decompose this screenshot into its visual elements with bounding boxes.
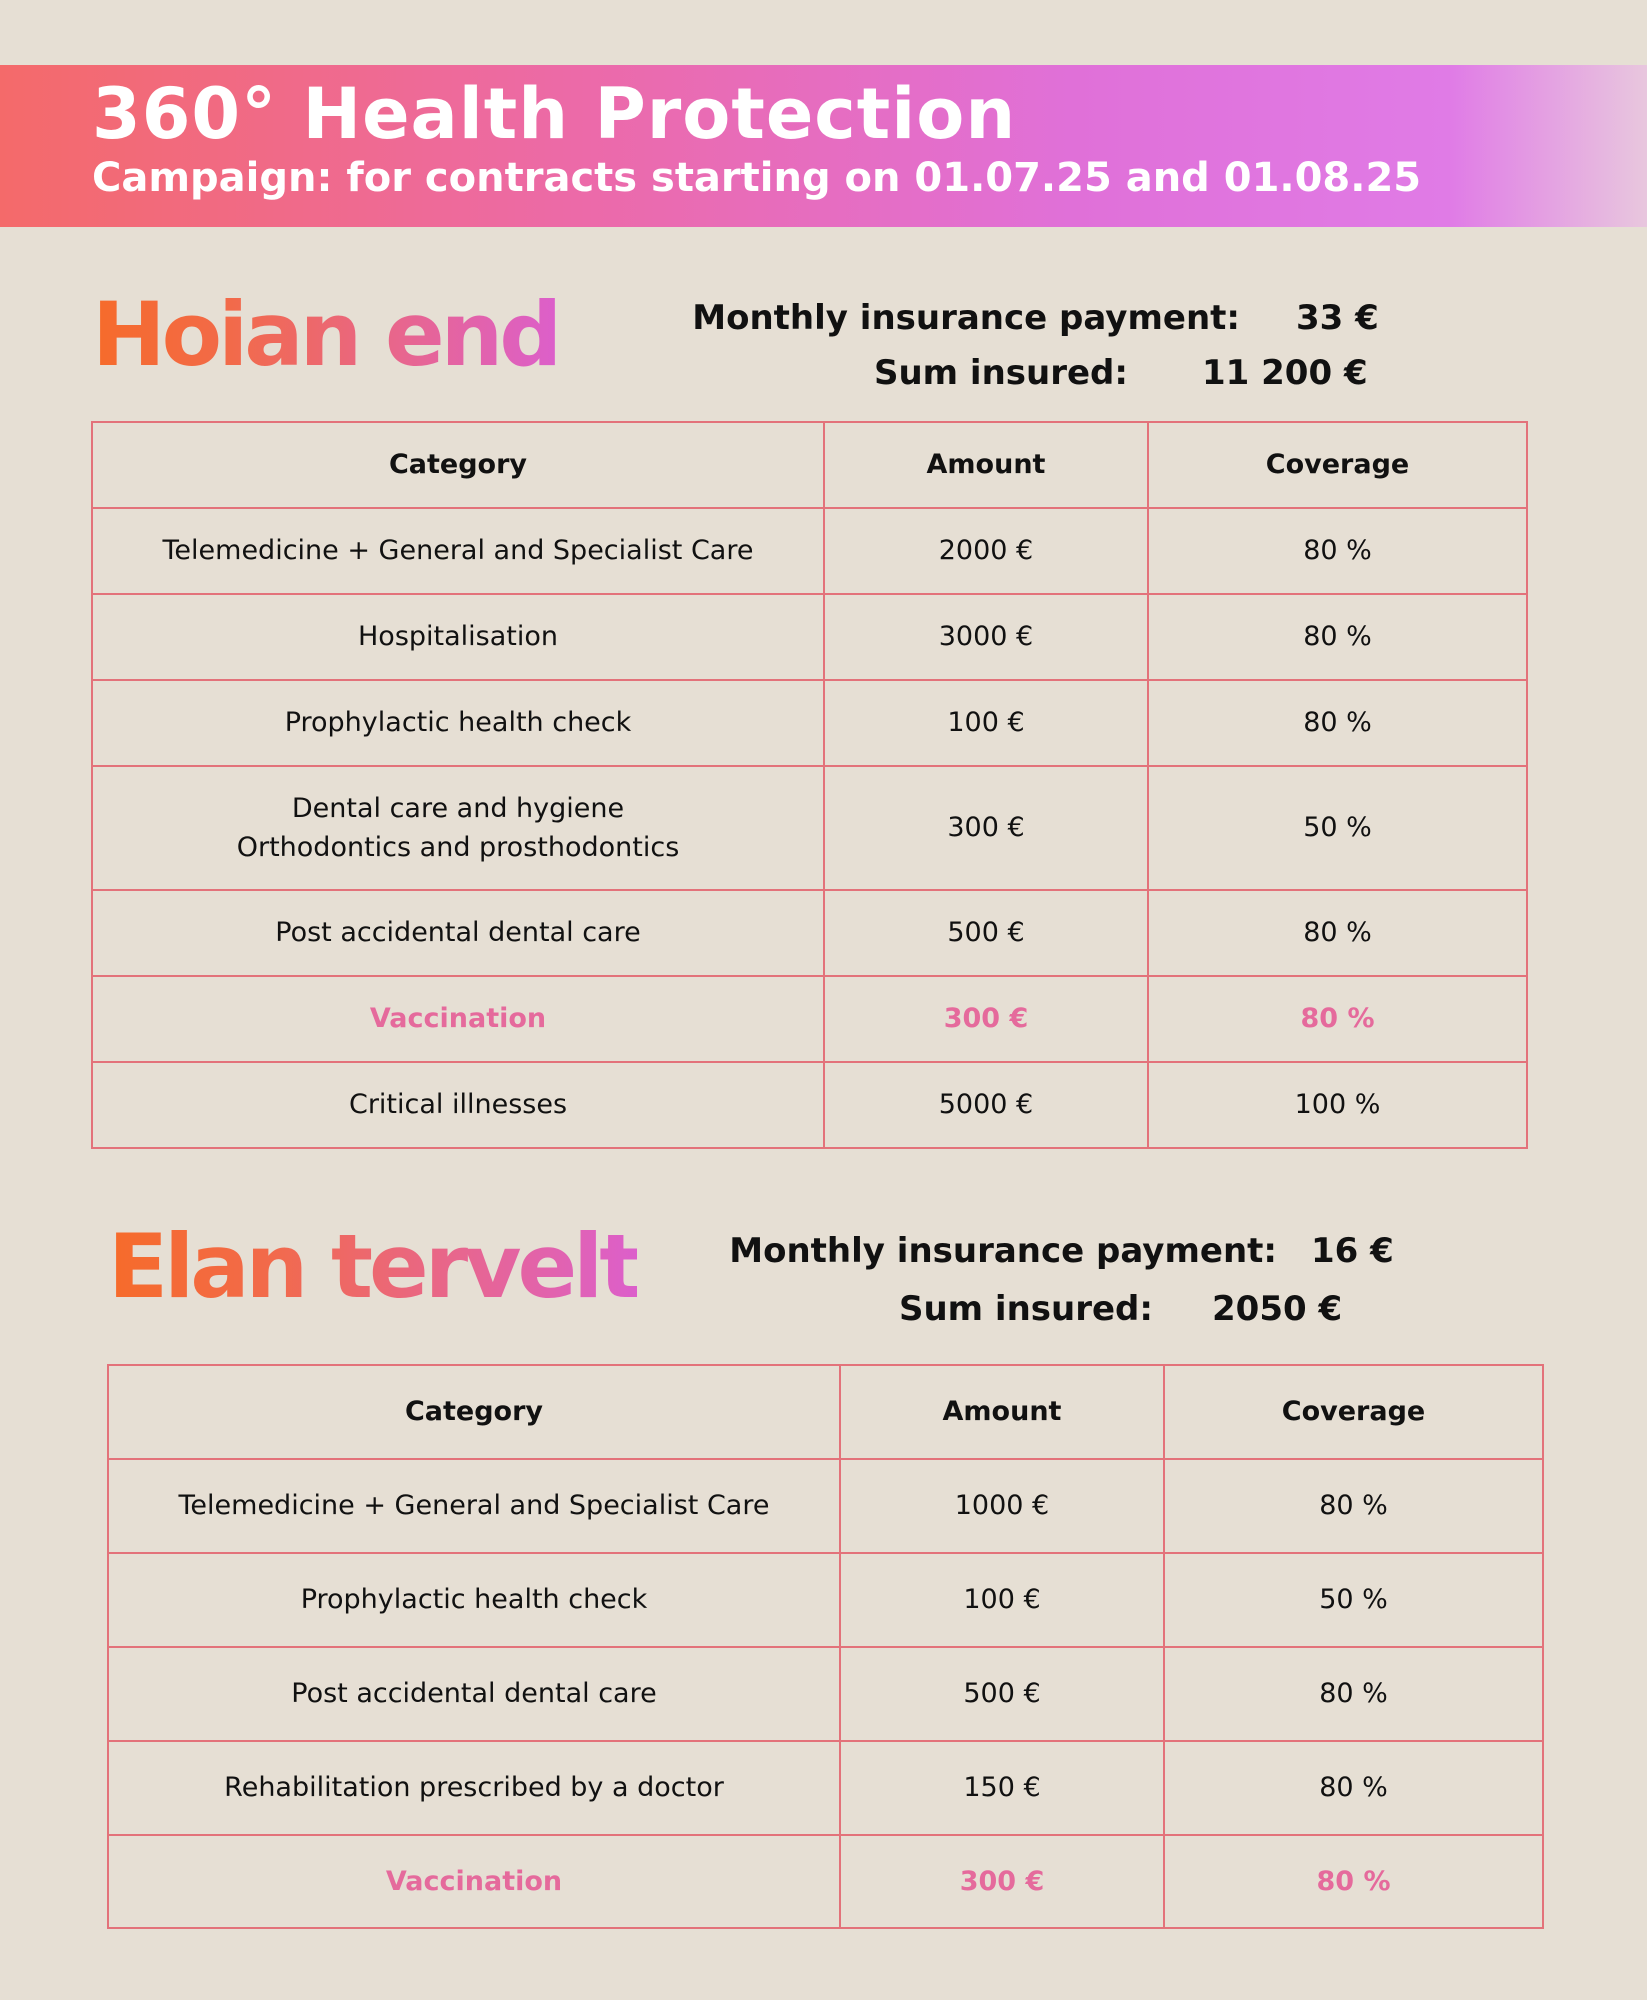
- table-header-row: [92, 422, 1527, 508]
- table-row: [92, 976, 1527, 1062]
- cell-category: [108, 1647, 840, 1741]
- coverage-table: [91, 421, 1528, 1149]
- cell-coverage: 50 %: [1164, 1553, 1543, 1647]
- monthly-payment-value: 16 €: [1311, 1231, 1394, 1271]
- column-header-amount: Amount: [824, 422, 1148, 508]
- cell-category: [108, 1459, 840, 1553]
- table-row: [92, 680, 1527, 766]
- category-text: Telemedicine + General and Specialist Care: [162, 535, 754, 567]
- cell-category: [108, 1741, 840, 1835]
- cell-category: [92, 890, 824, 976]
- table-row: [92, 766, 1527, 890]
- campaign-subtitle: Campaign: for contracts starting on 01.07.25 and 01.08.25: [92, 155, 1422, 201]
- cell-category: [92, 680, 824, 766]
- category-text: Post accidental dental care: [291, 1678, 657, 1710]
- cell-amount: 3000 €: [824, 594, 1148, 680]
- table-row: [108, 1835, 1543, 1928]
- table-row: [108, 1741, 1543, 1835]
- cell-coverage: 80 %: [1164, 1647, 1543, 1741]
- cell-coverage: 80 %: [1164, 1835, 1543, 1928]
- category-text: Prophylactic health check: [284, 707, 632, 739]
- plan-name: Hoian end: [92, 283, 559, 386]
- category-text: Vaccination: [385, 1865, 563, 1897]
- cell-amount: 1000 €: [840, 1459, 1164, 1553]
- cell-category: [92, 594, 824, 680]
- column-header-coverage: Coverage: [1148, 422, 1527, 508]
- column-header-category: Category: [92, 422, 824, 508]
- cell-coverage: 80 %: [1148, 890, 1527, 976]
- table-row: [92, 890, 1527, 976]
- column-header-category: Category: [108, 1365, 840, 1459]
- table-row: [108, 1647, 1543, 1741]
- cell-amount: 300 €: [824, 976, 1148, 1062]
- sum-insured-label: Sum insured:: [873, 353, 1128, 393]
- table-row: [108, 1553, 1543, 1647]
- cell-amount: 100 €: [824, 680, 1148, 766]
- cell-coverage: 100 %: [1148, 1062, 1527, 1148]
- cell-amount: 150 €: [840, 1741, 1164, 1835]
- cell-amount: 2000 €: [824, 508, 1148, 594]
- monthly-payment-value: 33 €: [1296, 298, 1379, 338]
- category-text: Post accidental dental care: [275, 917, 641, 949]
- cell-category: [108, 1553, 840, 1647]
- table-row: [92, 594, 1527, 680]
- category-text: Rehabilitation prescribed by a doctor: [224, 1772, 724, 1804]
- monthly-payment-label: Monthly insurance payment:: [729, 1231, 1277, 1271]
- cell-amount: 300 €: [840, 1835, 1164, 1928]
- cell-coverage: 80 %: [1148, 680, 1527, 766]
- cell-coverage: 80 %: [1148, 594, 1527, 680]
- cell-amount: 500 €: [824, 890, 1148, 976]
- cell-coverage: 80 %: [1148, 508, 1527, 594]
- cell-category: [92, 976, 824, 1062]
- table-row: [108, 1459, 1543, 1553]
- header-banner: [0, 65, 1647, 227]
- category-text: Prophylactic health check: [300, 1584, 648, 1616]
- cell-coverage: 80 %: [1164, 1459, 1543, 1553]
- page-title: 360° Health Protection: [92, 73, 1017, 155]
- coverage-table: [107, 1364, 1544, 1929]
- monthly-payment-label: Monthly insurance payment:: [692, 298, 1240, 338]
- plan-name: Elan tervelt: [108, 1215, 638, 1318]
- cell-amount: 500 €: [840, 1647, 1164, 1741]
- cell-amount: 100 €: [840, 1553, 1164, 1647]
- column-header-coverage: Coverage: [1164, 1365, 1543, 1459]
- table-row: [92, 1062, 1527, 1148]
- category-text: Hospitalisation: [358, 621, 558, 653]
- cell-category: [108, 1835, 840, 1928]
- cell-category: [92, 1062, 824, 1148]
- category-text: Dental care and hygiene: [291, 792, 625, 824]
- cell-category: [92, 766, 824, 890]
- sum-insured-value: 11 200 €: [1202, 353, 1368, 393]
- sum-insured-value: 2050 €: [1212, 1289, 1343, 1329]
- table-row: [92, 508, 1527, 594]
- category-text: Vaccination: [369, 1003, 547, 1035]
- column-header-amount: Amount: [840, 1365, 1164, 1459]
- cell-category: [92, 508, 824, 594]
- sum-insured-label: Sum insured:: [898, 1289, 1153, 1329]
- cell-coverage: 50 %: [1148, 766, 1527, 890]
- category-text: Critical illnesses: [348, 1089, 568, 1121]
- cell-coverage: 80 %: [1164, 1741, 1543, 1835]
- cell-coverage: 80 %: [1148, 976, 1527, 1062]
- category-text: Telemedicine + General and Specialist Care: [178, 1490, 770, 1522]
- cell-amount: 300 €: [824, 766, 1148, 890]
- category-text: Orthodontics and prosthodontics: [236, 832, 680, 863]
- table-header-row: [108, 1365, 1543, 1459]
- cell-amount: 5000 €: [824, 1062, 1148, 1148]
